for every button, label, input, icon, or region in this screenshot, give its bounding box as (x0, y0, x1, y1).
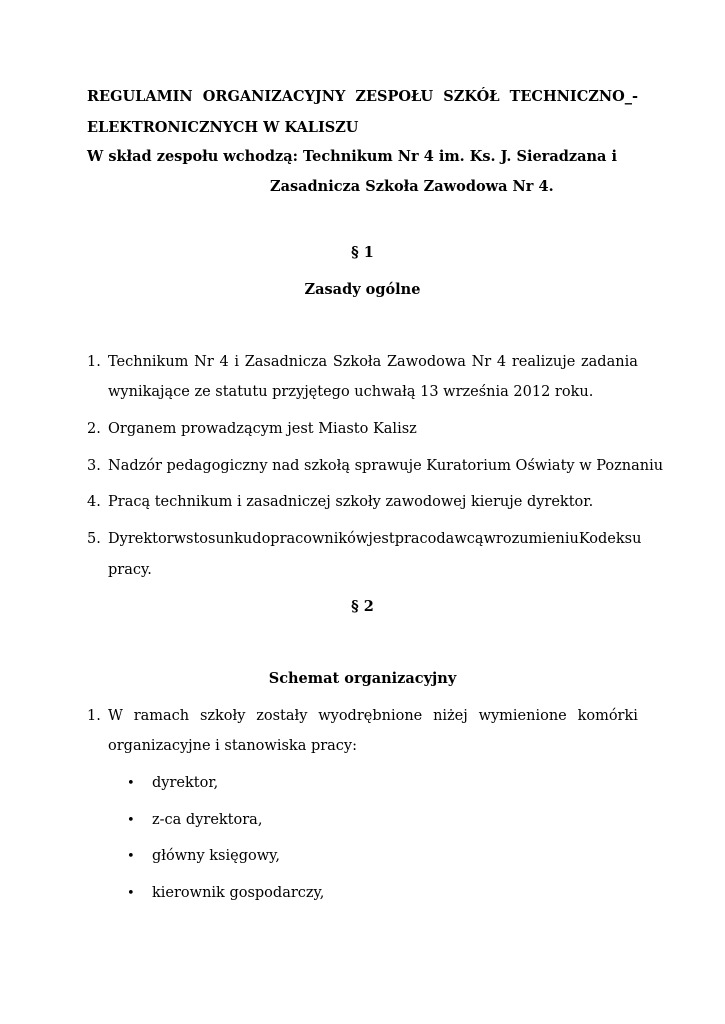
section-2-item-1-line-2: organizacyjne i stanowiska pracy: (108, 738, 357, 754)
bullet-icon: • (127, 813, 135, 828)
title-word: SZKÓŁ (443, 88, 500, 105)
word: w (483, 531, 496, 547)
bullet-icon: • (127, 886, 135, 901)
item-number: 4. (87, 494, 101, 510)
section-2-symbol: § 2 (351, 598, 374, 615)
word: szkoły (199, 708, 246, 724)
word: w (173, 531, 187, 547)
item-number: 1. (87, 708, 101, 724)
bullet-item: główny księgowy, (152, 848, 281, 864)
word: niżej (433, 708, 468, 724)
word: jest (368, 531, 395, 547)
word: wymienione (478, 708, 567, 724)
composition-line-1: W skład zespołu wchodzą: Technikum Nr 4 im. Ks. J. Sieradzana i (87, 148, 617, 165)
item-1-line-1 (108, 353, 638, 371)
word: Nr (471, 354, 492, 370)
title-line-2: ELEKTRONICZNYCH W KALISZU (87, 119, 359, 136)
section-1-title: Zasady ogólne (304, 281, 421, 298)
item-3-text: Nadzór pedagogiczny nad szkołą sprawuje Kuratorium Oświaty w Poznaniu (108, 458, 664, 474)
word: Zawodowa (386, 354, 466, 370)
word: 4 (496, 354, 507, 370)
word: pracodawcą (394, 531, 484, 547)
word: Nr (194, 354, 214, 370)
word: W (108, 708, 123, 724)
word: ramach (133, 708, 190, 724)
word: 4 (219, 354, 229, 370)
item-5-line-2: pracy. (108, 562, 152, 578)
word: Dyrektor (108, 531, 174, 547)
word: zostały (256, 708, 308, 724)
word: i (234, 354, 239, 370)
word: Zasadnicza (244, 354, 328, 370)
section-1-symbol: § 1 (351, 244, 374, 261)
title-word: ORGANIZACYJNY (202, 88, 346, 105)
bullet-item: dyrektor, (152, 775, 219, 791)
item-5-line-1 (108, 530, 642, 548)
word: Kodeksu (578, 531, 642, 547)
item-number: 3. (87, 458, 101, 474)
title-word: TECHNICZNO_- (509, 88, 638, 105)
word: wyodrębnione (318, 708, 423, 724)
bullet-icon: • (127, 849, 135, 864)
item-number: 5. (87, 531, 101, 547)
word: komórki (577, 708, 638, 724)
word: realizuje (511, 354, 576, 370)
word: stosunku (186, 531, 253, 547)
title-word: ZESPOŁU (355, 88, 434, 105)
bullet-icon: • (127, 776, 135, 791)
word: zadania (581, 354, 638, 370)
section-2-title: Schemat organizacyjny (268, 670, 457, 687)
title-line-1 (87, 88, 638, 106)
composition-line-2: Zasadnicza Szkoła Zawodowa Nr 4. (270, 178, 554, 195)
item-4-text: Pracą technikum i zasadniczej szkoły zawodowej kieruje dyrektor. (108, 494, 594, 510)
title-word: REGULAMIN (87, 88, 193, 105)
word: Technikum (108, 354, 189, 370)
word: do (252, 531, 271, 547)
word: pracowników (270, 531, 369, 547)
item-number: 2. (87, 421, 101, 437)
item-2-text: Organem prowadzącym jest Miasto Kalisz (108, 421, 417, 437)
section-2-item-1-line-1 (108, 707, 638, 725)
item-number: 1. (87, 354, 101, 370)
bullet-item: kierownik gospodarczy, (152, 885, 325, 901)
item-1-line-2: wynikające ze statutu przyjętego uchwałą 13 września 2012 roku. (108, 384, 594, 400)
word: rozumieniu (495, 531, 579, 547)
word: Szkoła (332, 354, 382, 370)
bullet-item: z-ca dyrektora, (152, 812, 263, 828)
